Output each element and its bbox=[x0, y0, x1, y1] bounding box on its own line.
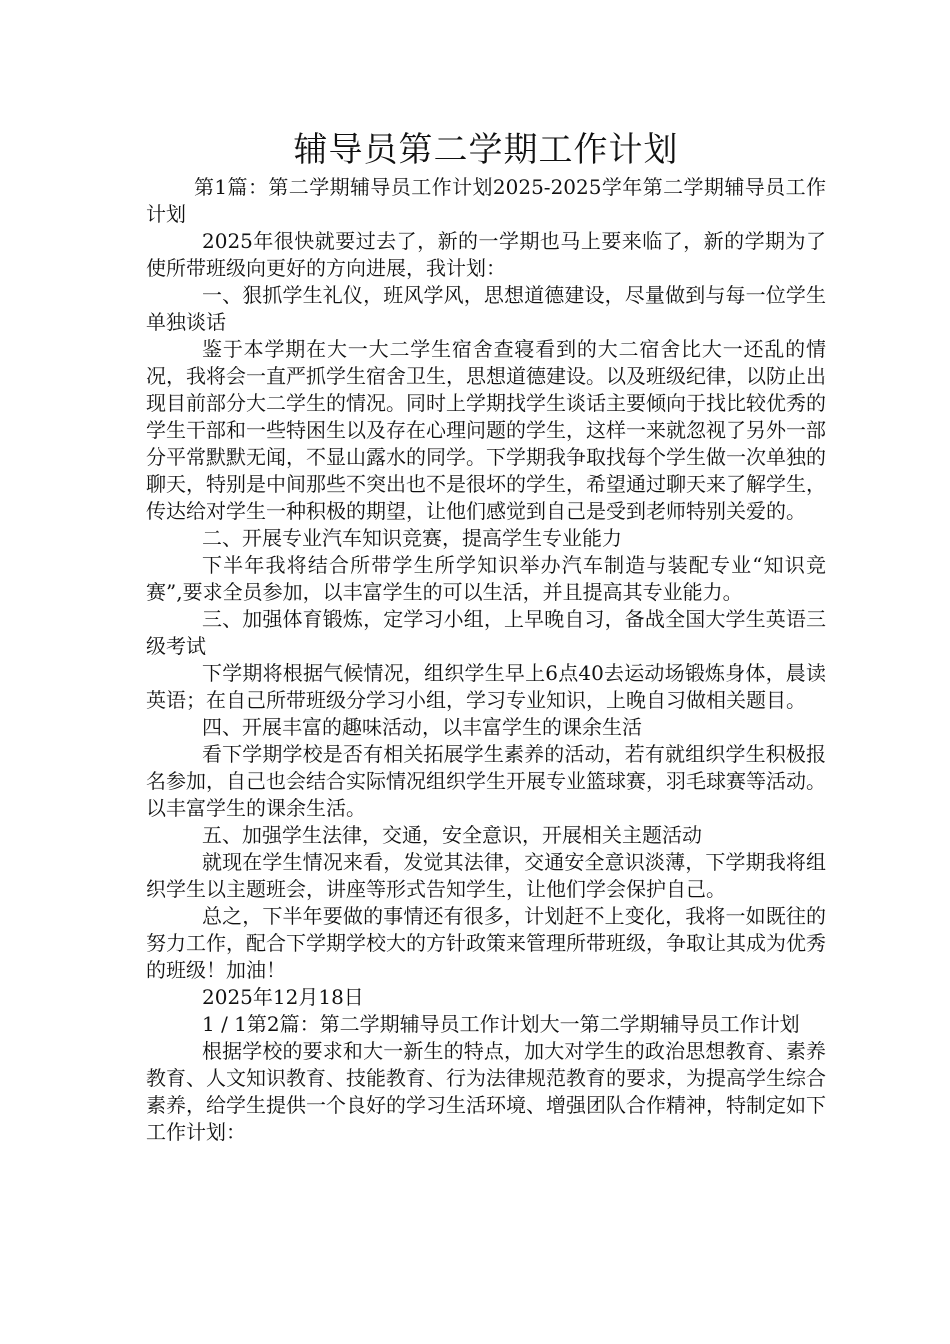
document-page bbox=[146, 126, 826, 1146]
paragraph-section-2-heading: 二、开展专业汽车知识竞赛，提高学生专业能力 bbox=[202, 526, 622, 550]
paragraph-article-2-intro: 根据学校的要求和大一新生的特点，加大对学生的政治思想教育、素养教育、人文知识教育、技能教育、行为法律规范教育的要求，为提高学生综合素养，给学生提供一个良好的学习生活环境、增强团队合作精神，特制定如下工作计划： bbox=[146, 1039, 826, 1144]
paragraph-section-1-body: 鉴于本学期在大一大二学生宿舍查寝看到的大二宿舍比大一还乱的情况，我将会一直严抓学生宿舍卫生，思想道德建设。以及班级纪律，以防止出现目前部分大二学生的情况。同时上学期找学生谈话主要倾向于找比较优秀的学生干部和一些特困生以及存在心理问题的学生，这样一来就忽视了另外一部分平常默默无闻，不显山露水的同学。下学期我争取找每个学生做一次单独的聊天，特别是中间那些不突出也不是很坏的学生，希望通过聊天来了解学生，传达给对学生一种积极的期望，让他们感觉到自己是受到老师特别关爱的。 bbox=[146, 337, 826, 523]
paragraph-section-3-heading: 三、加强体育锻炼，定学习小组，上早晚自习，备战全国大学生英语三级考试 bbox=[146, 607, 826, 658]
paragraph-section-2-body: 下半年我将结合所带学生所学知识举办汽车制造与装配专业“知识竞赛”,要求全员参加，以丰富学生的可以生活，并且提高其专业能力。 bbox=[146, 553, 826, 604]
paragraph-section-5-body: 就现在学生情况来看，发觉其法律，交通安全意识淡薄，下学期我将组织学生以主题班会，讲座等形式告知学生，让他们学会保护自己。 bbox=[146, 850, 826, 901]
paragraph-section-5-heading: 五、加强学生法律，交通，安全意识，开展相关主题活动 bbox=[202, 823, 702, 847]
paragraph-section-3-body: 下学期将根据气候情况，组织学生早上6点40去运动场锻炼身体，晨读英语；在自己所带班级分学习小组，学习专业知识，上晚自习做相关题目。 bbox=[146, 661, 826, 712]
paragraph-section-4-heading: 四、开展丰富的趣味活动，以丰富学生的课余生活 bbox=[202, 715, 642, 739]
paragraph-intro: 2025年很快就要过去了，新的一学期也马上要来临了，新的学期为了使所带班级向更好的方向进展，我计划： bbox=[146, 229, 826, 280]
paragraph-date: 2025年12月18日 bbox=[202, 985, 364, 1009]
paragraph-section-1-heading: 一、狠抓学生礼仪，班风学风，思想道德建设，尽量做到与每一位学生单独谈话 bbox=[146, 283, 826, 334]
paragraph-conclusion: 总之，下半年要做的事情还有很多，计划赶不上变化，我将一如既往的努力工作，配合下学期学校大的方针政策来管理所带班级，争取让其成为优秀的班级！加油！ bbox=[146, 904, 826, 982]
paragraph-article-2-heading: 1 / 1第2篇：第二学期辅导员工作计划大一第二学期辅导员工作计划 bbox=[202, 1012, 800, 1036]
document-title: 辅导员第二学期工作计划 bbox=[293, 130, 679, 170]
paragraph-section-4-body: 看下学期学校是否有相关拓展学生素养的活动，若有就组织学生积极报名参加，自己也会结合实际情况组织学生开展专业篮球赛，羽毛球赛等活动。以丰富学生的课余生活。 bbox=[146, 742, 826, 820]
paragraph-article-1-heading: 第1篇：第二学期辅导员工作计划2025-2025学年第二学期辅导员工作计划 bbox=[146, 175, 826, 226]
